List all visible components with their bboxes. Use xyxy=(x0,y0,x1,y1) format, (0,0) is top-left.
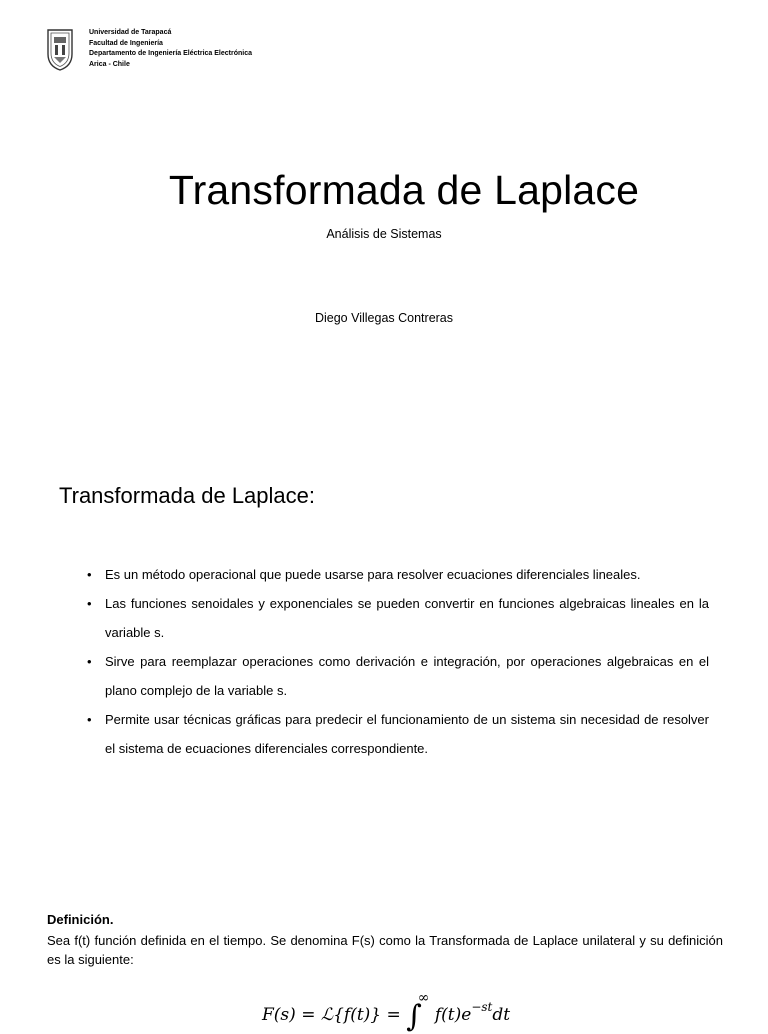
laplace-formula xyxy=(262,990,510,1034)
definition-title: Definición. xyxy=(47,912,114,927)
institution-university: Universidad de Tarapacá xyxy=(89,29,172,36)
university-crest-icon xyxy=(46,28,74,72)
bullet-text: Permite usar técnicas gráficas para predecir el funcionamiento de un sistema sin necesidad de resolver el sistema de ecuaciones diferenciales correspondiente. xyxy=(105,712,709,756)
cover-title: Transformada de Laplace xyxy=(168,167,640,213)
formula-lhs: F(s) = ℒ{f(t)} = xyxy=(262,1005,407,1025)
bullet-text: Es un método operacional que puede usarse para resolver ecuaciones diferenciales lineales. xyxy=(105,567,641,582)
bullet-item xyxy=(87,705,709,763)
institution-department: Departamento de Ingeniería Eléctrica Electrónica xyxy=(89,50,253,58)
institution-location: Arica - Chile xyxy=(89,60,130,68)
cover-author: Diego Villegas Contreras xyxy=(314,311,454,325)
bullet-item xyxy=(87,647,709,705)
bullet-item xyxy=(87,589,709,647)
institution-header xyxy=(46,28,252,72)
bullet-text: Las funciones senoidales y exponenciales se pueden convertir en funciones algebraicas lineales en la variable s. xyxy=(105,596,709,640)
institution-lines xyxy=(89,28,252,70)
bullet-dot: • xyxy=(87,654,92,669)
formula-exponent: −st xyxy=(471,1000,493,1014)
formula-integrand: f(t)e xyxy=(434,1005,472,1025)
formula-differential: dt xyxy=(492,1005,511,1025)
bullet-dot: • xyxy=(87,596,92,611)
integral-upper-limit: ∞ xyxy=(417,990,430,1006)
bullet-dot: • xyxy=(87,567,92,582)
bullet-dot: • xyxy=(87,712,92,727)
bullet-item xyxy=(87,560,709,589)
institution-faculty: Facultad de Ingeniería xyxy=(89,39,163,47)
section-title: Transformada de Laplace: xyxy=(59,483,315,508)
definition-text: Sea f(t) función definida en el tiempo. Se denomina F(s) como la Transformada de Laplace unilateral y su definición es la siguiente: xyxy=(47,933,723,967)
bullet-list xyxy=(87,560,709,763)
cover-subtitle: Análisis de Sistemas xyxy=(326,227,442,241)
integral-sign: ∫ xyxy=(406,999,422,1034)
bullet-text: Sirve para reemplazar operaciones como derivación e integración, por operaciones algebraicas en el plano complejo de la variable s. xyxy=(105,654,709,698)
